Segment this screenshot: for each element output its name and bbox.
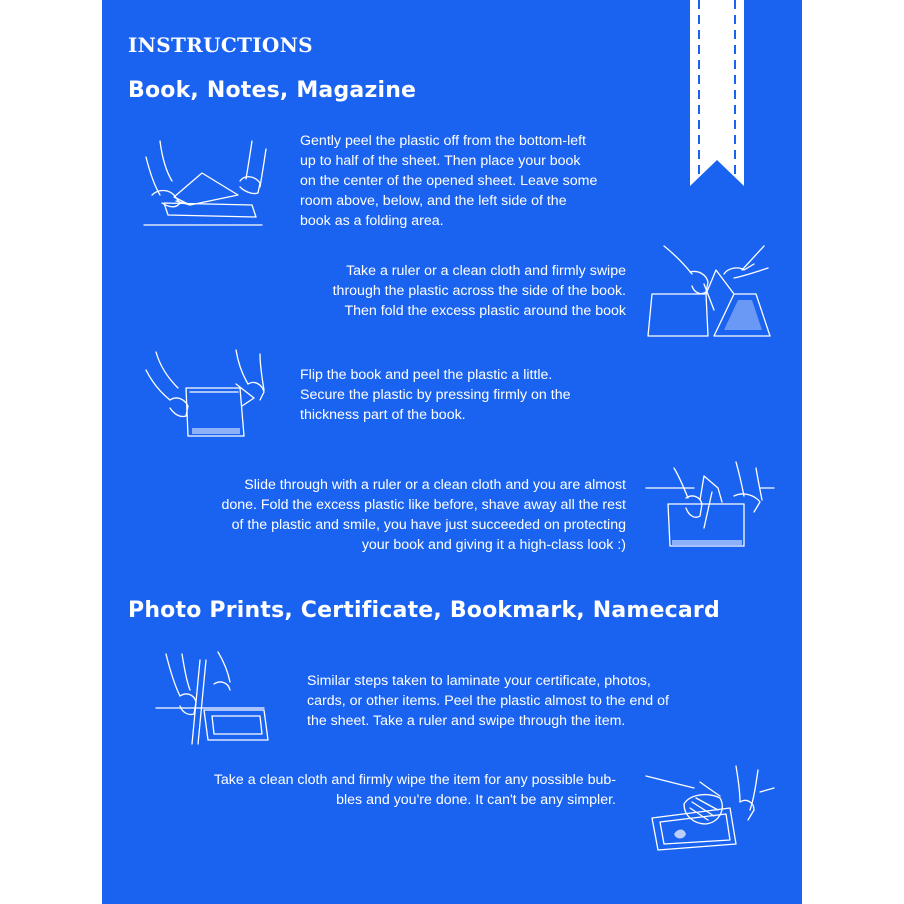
step-text-line: Take a clean cloth and firmly wipe the item for any possible bub- [213, 772, 616, 788]
step-text-line: Flip the book and peel the plastic a little. [300, 367, 553, 383]
page-title: INSTRUCTIONS [128, 33, 313, 57]
peel-plastic-hands-icon [142, 133, 272, 229]
section-heading-photo: Photo Prints, Certificate, Bookmark, Namecard [128, 598, 720, 623]
step-text-line: through the plastic across the side of the book. [332, 283, 626, 299]
slide-ruler-hands-icon [644, 458, 776, 554]
step-text-line: cards, or other items. Peel the plastic almost to the end of [307, 693, 669, 709]
step-text-line: your book and giving it a high-class look :) [361, 537, 626, 553]
fold-plastic-hands-icon [644, 240, 776, 340]
step-slide-ruler [221, 475, 626, 555]
step-laminate-certificate [307, 671, 669, 731]
step-text-line: book as a folding area. [300, 213, 444, 229]
flip-book-hands-icon [142, 348, 270, 444]
step-text-line: Slide through with a ruler or a clean cloth and you are almost [244, 477, 626, 493]
step-text-line: Similar steps taken to laminate your certificate, photos, [307, 673, 651, 689]
cloth-wipe-icon [644, 758, 776, 854]
step-text-line: up to half of the sheet. Then place your book [300, 153, 581, 169]
step-text-line: Secure the plastic by pressing firmly on the [300, 387, 571, 403]
ruler-swipe-certificate-icon [154, 650, 274, 750]
section-heading-book: Book, Notes, Magazine [128, 78, 417, 103]
instruction-sheet [102, 0, 802, 904]
step-wipe-bubbles [214, 770, 616, 810]
step-text-line: Gently peel the plastic off from the bottom-left [300, 133, 586, 149]
step-text-line: room above, below, and the left side of the [300, 193, 567, 209]
bookmark-ribbon-icon [690, 0, 746, 195]
step-text-line: bles and you're done. It can't be any simpler. [336, 792, 616, 808]
step-text-line: thickness part of the book. [300, 407, 466, 423]
step-text-line: done. Fold the excess plastic like before, shave away all the rest [221, 497, 626, 513]
step-text-line: Take a ruler or a clean cloth and firmly swipe [346, 263, 626, 279]
step-text-line: Then fold the excess plastic around the book [344, 303, 626, 319]
step-text-line: on the center of the opened sheet. Leave some [300, 173, 598, 189]
step-text-line: of the plastic and smile, you have just succeeded on protecting [231, 517, 626, 533]
step-fold-plastic [333, 261, 626, 321]
step-text-line: the sheet. Take a ruler and swipe through the item. [307, 713, 626, 729]
step-peel-plastic [300, 131, 597, 231]
step-flip-book [300, 365, 570, 425]
